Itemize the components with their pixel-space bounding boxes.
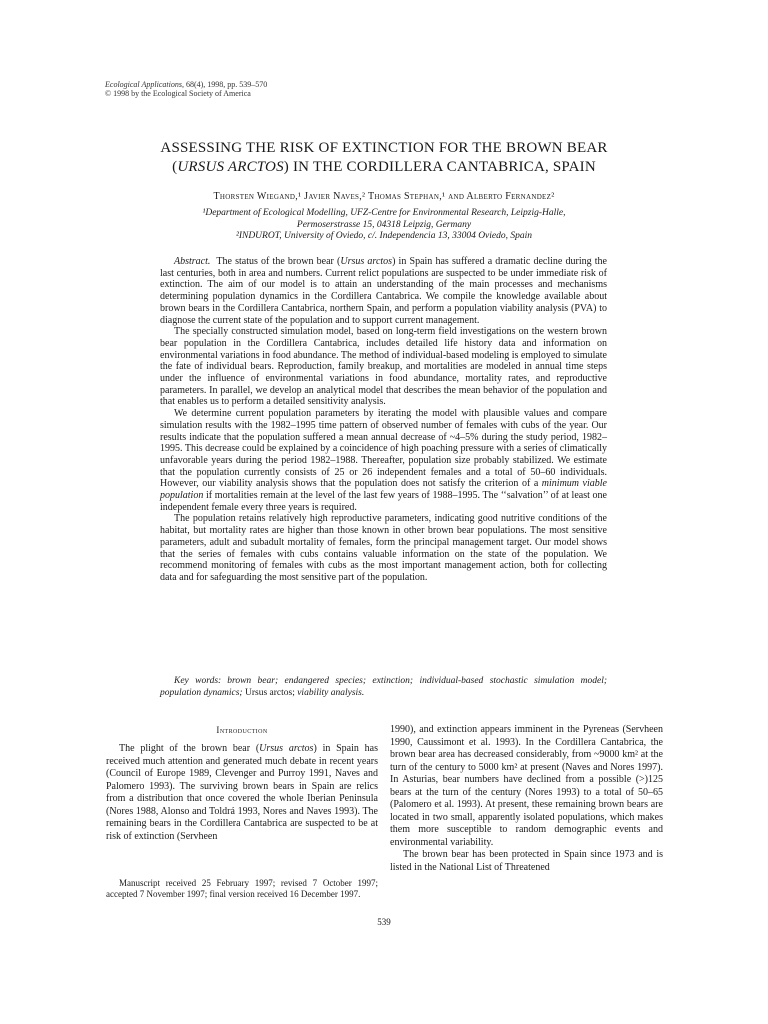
abstract: [160, 256, 607, 584]
paper-title: [100, 139, 668, 177]
manuscript-note: Manuscript received 25 February 1997; revised 7 October 1997; accepted 7 November 1997; final version received 16 December 1997.: [106, 878, 378, 899]
copyright-line: © 1998 by the Ecological Society of America: [105, 89, 251, 98]
title-line-1: ASSESSING THE RISK OF EXTINCTION FOR THE BROWN BEAR: [160, 140, 608, 156]
title-line-2: (URSUS ARCTOS) IN THE CORDILLERA CANTABRICA, SPAIN: [172, 159, 596, 175]
abstract-paragraph: The population retains relatively high reproductive parameters, indicating good nutritive conditions of the habitat, but mortality rates are higher than those known in other brown bear populations. The most sensitive parameters, adult and subadult mortality of females, form the principal management target. Our model shows that the series of females with cubs contains valuable information on the state of the population. We recommend monitoring of females with cubs as the most important management action, both for collecting data and for safeguarding the most sensitive part of the population.: [160, 513, 607, 583]
keywords-label: Key words:: [174, 676, 222, 686]
affiliation-line: ²INDUROT, University of Oviedo, c/. Independencia 13, 33004 Oviedo, Spain: [235, 231, 533, 241]
affiliation-line: Permoserstrasse 15, 04318 Leipzig, Germany: [296, 219, 472, 230]
abstract-label: Abstract.: [174, 256, 211, 267]
affiliation-line: ¹Department of Ecological Modelling, UFZ-Centre for Environmental Research, Leipzig-Halle,: [202, 208, 566, 218]
abstract-paragraph: The specially constructed simulation model, based on long-term field investigations on the western brown bear population in the Cordillera Cantabrica, includes detailed life history data and information on environmental variations in food abundance. The method of individual-based modeling is employed to simulate the fate of individual bears. Reproduction, family breakup, and mortalities are modeled in annual time steps under the influence of environmental variations in food abundance, mortality rates, and reproductive parameters. In parallel, we develop an analytical model that describes the mean behavior of the population and that enables us to perform a detailed sensitivity analysis.: [160, 326, 607, 408]
left-column: [106, 724, 378, 843]
abstract-paragraph: We determine current population parameters by iterating the model with plausible values and compare simulation results with the 1982–1995 time pattern of observed number of females with cubs of the year. Our results indicate that the population suffered a mean annual decrease of ~4–5% during the study period, 1982–1995. This decrease could be explained by a coincidence of high poaching pressure with a series of climatically unfavorable years during the period 1982–1988. Thereafter, population size probably stabilized. We estimate that the population currently consists of 25 or 26 independent females and a total of 50–60 individuals. However, our viability analysis shows that the population does not satisfy the criterion of a minimum viable population if mortalities remain at the level of the last few years of 1988–1995. The ‘‘salvation’’ of at least one independent female every three years is required.: [160, 408, 607, 513]
journal-header: [105, 80, 267, 98]
abstract-paragraph: Abstract. The status of the brown bear (Ursus arctos) in Spain has suffered a dramatic decline during the last centuries, both in area and numbers. Current relict populations are suspected to be under immediate risk of extinction. The aim of our model is to attain an understanding of the main processes and mechanisms determining population dynamics in the Cordillera Cantabrica. We compile the knowledge available about brown bears in the Cordillera Cantabrica, northern Spain, and perform a population viability analysis (PVA) to diagnose the current state of the population and to support current management.: [160, 256, 607, 326]
keywords: Key words: brown bear; endangered species; extinction; individual-based stochastic simulation model; population dynamics; Ursus arctos; viability analysis.: [160, 676, 608, 698]
right-column: [390, 724, 663, 874]
journal-citation: 68(4), 1998, pp. 539–570: [183, 80, 268, 89]
journal-name: Ecological Applications,: [105, 80, 184, 89]
affiliations: [100, 208, 668, 243]
body-paragraph: 1990), and extinction appears imminent in the Pyreneas (Servheen 1990, Caussimont et al. 1993). In the Cordillera Cantabrica, the brown bear area has decreased considerably, from ~9000 km² at the turn of the century to 5000 km² at present (Naves and Nores 1997). In Asturias, bear numbers have declined from a possible (>)125 bears at the turn of the century (Nores 1993) to a total of 50–65 (Palomero et al. 1993). At present, these remaining brown bears are located in two small, apparently isolated populations, which makes them more susceptible to random demographic events and environmental variability.: [390, 724, 663, 848]
author-list: Thorsten Wiegand,¹ Javier Naves,² Thomas Stephan,¹ and Alberto Fernandez²: [213, 191, 555, 202]
body-paragraph: The brown bear has been protected in Spain since 1973 and is listed in the National List of Threatened: [390, 849, 663, 873]
page-number: 539: [377, 917, 391, 927]
body-paragraph: The plight of the brown bear (Ursus arctos) in Spain has received much attention and generated much debate in recent years (Council of Europe 1989, Clevenger and Purroy 1991, Naves and Palomero 1993). The surviving brown bears in Spain are relics from a distribution that once covered the whole Iberian Peninsula (Nores 1988, Alonso and Toldrá 1993, Nores and Naves 1993). The remaining bears in the Cordillera Cantabrica are suspected to be at risk of extinction (Servheen: [106, 743, 379, 842]
section-heading: Introduction: [216, 725, 268, 735]
title-species: URSUS ARCTOS: [177, 159, 284, 175]
